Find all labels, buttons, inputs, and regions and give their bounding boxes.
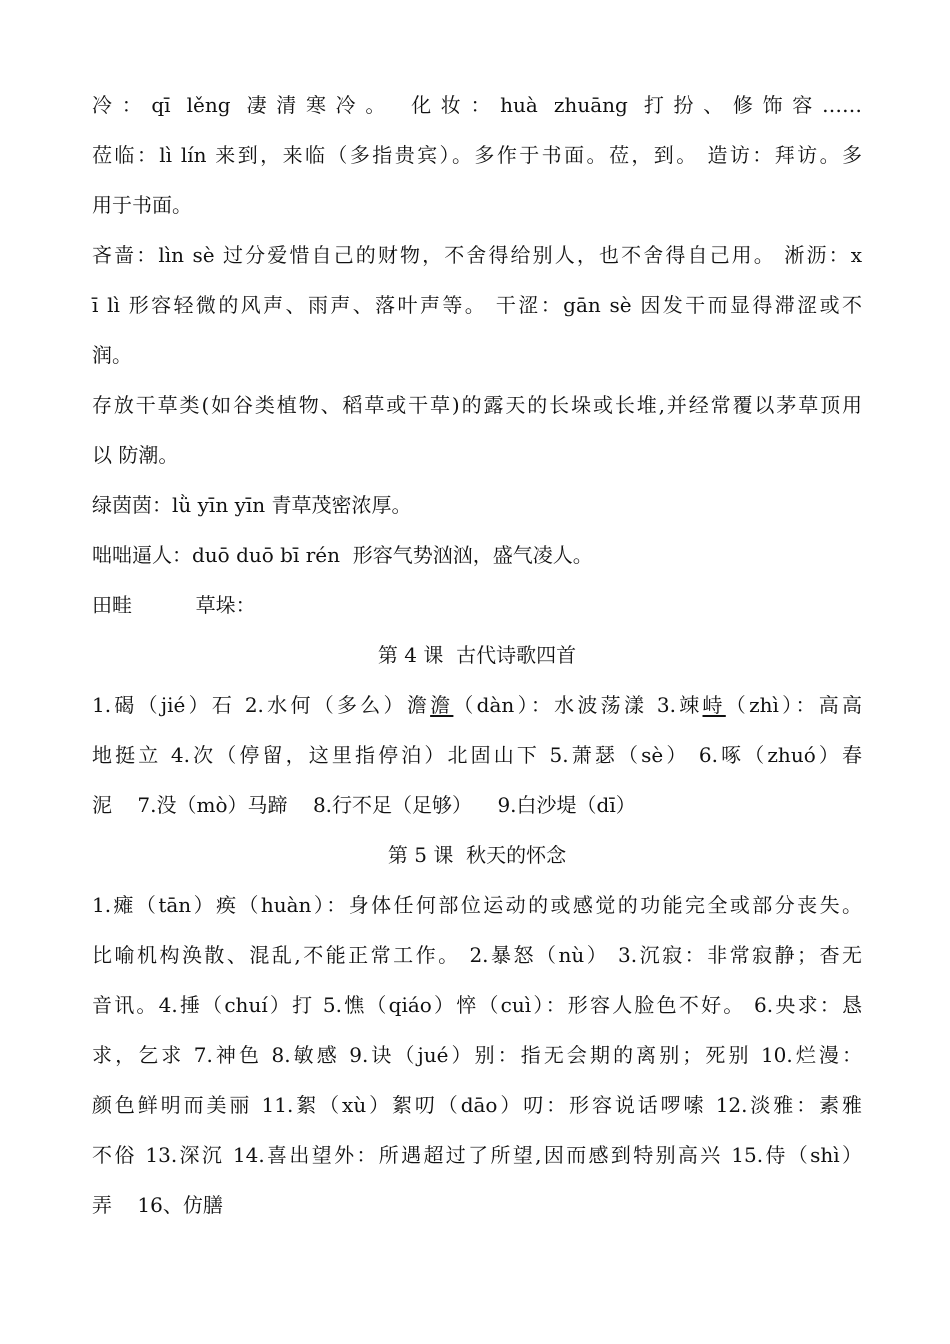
- lesson-5-line: 不俗 13.深沉 14.喜出望外：所遇超过了所望,因而感到特别高兴 15.侍（shì）: [92, 1143, 862, 1167]
- text-segment: 1.碣（jié）石 2.水何（多么）澹: [92, 693, 431, 717]
- text-segment: （zhì）：高高: [725, 693, 862, 717]
- text-segment: （dàn）：水波荡漾 3.竦: [453, 693, 703, 717]
- text-line: 绿茵茵：lǜ yīn yīn 青草茂密浓厚。: [92, 493, 412, 517]
- lesson-5-line: 比喻机构涣散、混乱,不能正常工作。 2.暴怒（nù） 3.沉寂：非常寂静；杳无: [92, 943, 862, 967]
- text-line: 润。: [92, 343, 132, 367]
- lesson-4-line: 泥 7.没（mò）马蹄 8.行不足（足够） 9.白沙堤（dī）: [92, 793, 636, 817]
- lesson-4-line: 地挺立 4.次（停留，这里指停泊）北固山下 5.萧瑟（sè） 6.啄（zhuó）春: [92, 743, 862, 767]
- text-line: 吝啬：lìn sè 过分爱惜自己的财物，不舍得给别人，也不舍得自己用。 淅沥：x: [92, 243, 862, 267]
- lesson-4-line: [92, 680, 862, 730]
- text-line: 存放干草类(如谷类植物、稻草或干草)的露天的长垛或长堆,并经常覆以茅草顶用: [92, 393, 862, 417]
- lesson-5-line: 求，乞求 7.神色 8.敏感 9.诀（jué）别：指无会期的离别；死别 10.烂漫：: [92, 1043, 862, 1067]
- lesson-5-line: 音讯。4.捶（chuí）打 5.憔（qiáo）悴（cuì）：形容人脸色不好。 6.央求：恳: [92, 993, 862, 1017]
- lesson-4-title: 第 4 课 古代诗歌四首: [377, 643, 577, 667]
- text-line: 莅临：lì lín 来到，来临（多指贵宾）。多作于书面。莅，到。 造访：拜访。多: [92, 143, 862, 167]
- text-line: 冷：qī lěng 凄清寒冷。 化妆：huà zhuāng 打扮、修饰容……: [92, 93, 862, 117]
- lesson-5-title: 第 5 课 秋天的怀念: [387, 843, 567, 867]
- underlined-char: 峙: [702, 693, 726, 717]
- lesson-5-line: 颜色鲜明而美丽 11.絮（xù）絮叨（dāo）叨：形容说话啰嗦 12.淡雅：素雅: [92, 1093, 862, 1117]
- text-line: ī lì 形容轻微的风声、雨声、落叶声等。 干涩：gān sè 因发干而显得滞涩或不: [92, 293, 862, 317]
- underlined-char: 澹: [430, 693, 454, 717]
- lesson-5-line: 弄 16、仿膳: [92, 1193, 223, 1217]
- document-page: [92, 80, 862, 1230]
- text-line: 咄咄逼人：duō duō bī rén 形容气势汹汹，盛气凌人。: [92, 543, 593, 567]
- text-line: 以 防潮。: [92, 443, 179, 467]
- text-line: 用于书面。: [92, 193, 192, 217]
- lesson-5-line: 1.瘫（tān）痪（huàn）：身体任何部位运动的或感觉的功能完全或部分丧失。: [92, 893, 862, 917]
- text-line: 田畦 草垛：: [92, 593, 256, 617]
